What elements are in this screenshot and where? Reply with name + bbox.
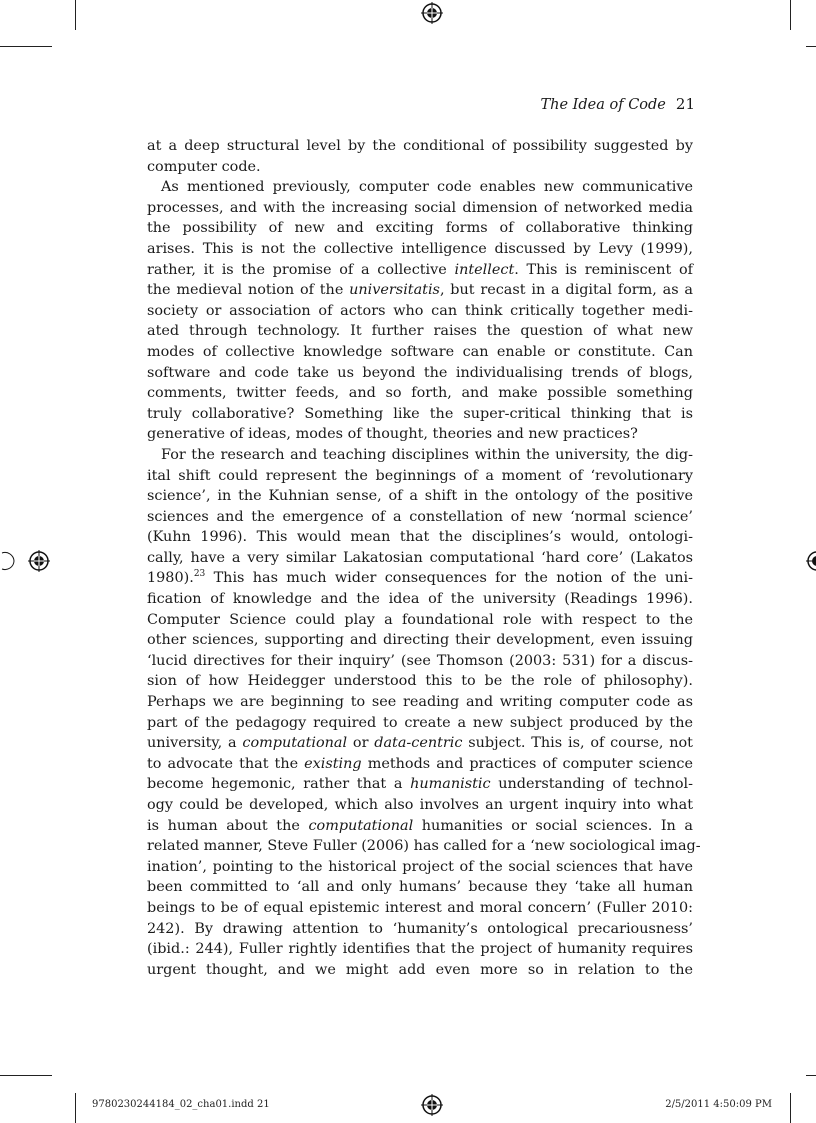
running-title: The Idea of Code xyxy=(540,97,666,113)
text-line: beings to be of equal epistemic interest and moral concern’ (Fuller 2010: xyxy=(147,899,693,916)
crop-mark-bottom-right xyxy=(790,1093,791,1123)
text-line: the possibility of new and exciting forms of collaborative thinking xyxy=(147,220,693,237)
text-line: rather, it is the promise of a collective intellect. This is reminiscent of xyxy=(147,261,693,278)
crop-mark-left-top xyxy=(0,46,52,47)
registration-mark-left-icon xyxy=(28,550,50,572)
registration-mark-right-partial-icon xyxy=(806,550,816,572)
text-line: For the research and teaching disciplines within the university, the dig- xyxy=(161,446,693,463)
text-line: urgent thought, and we might add even more so in relation to the xyxy=(147,961,693,978)
date-stamp: 2/5/2011 4:50:09 PM xyxy=(665,1099,772,1110)
text-line: processes, and with the increasing social dimension of networked media xyxy=(147,199,693,216)
crop-mark-right-top xyxy=(806,46,816,47)
body-text xyxy=(147,136,701,980)
text-line: other sciences, supporting and directing their development, even issuing xyxy=(147,632,693,649)
page-number: 21 xyxy=(675,95,695,113)
text-line: ated through technology. It further raises the question of what new xyxy=(147,323,693,340)
crop-mark-top-right xyxy=(790,0,791,30)
crop-mark-right-bottom xyxy=(806,1075,816,1076)
text-line: is human about the computational humanities or social sciences. In a xyxy=(147,817,694,834)
text-line: Computer Science could play a foundational role with respect to the xyxy=(147,611,693,628)
text-line: ination’, pointing to the historical project of the social sciences that have xyxy=(147,858,693,875)
text-line: sion of how Heidegger understood this to be the role of philosophy). xyxy=(147,673,693,690)
text-line: software and code take us beyond the individualising trends of blogs, xyxy=(147,364,693,381)
file-slug: 9780230244184_02_cha01.indd 21 xyxy=(92,1099,270,1110)
crop-mark-left-bottom xyxy=(0,1075,52,1076)
text-line: society or association of actors who can think critically together medi- xyxy=(147,302,693,319)
text-line: cally, have a very similar Lakatosian computational ‘hard core’ (Lakatos xyxy=(147,549,693,566)
text-line: computer code. xyxy=(147,158,261,175)
text-line: ogy could be developed, which also involves an urgent inquiry into what xyxy=(147,797,693,813)
registration-mark-left-partial-icon xyxy=(0,551,16,571)
text-line: related manner, Steve Fuller (2006) has called for a ‘new sociological imag- xyxy=(147,838,701,855)
text-line: science’, in the Kuhnian sense, of a shift in the ontology of the positive xyxy=(147,488,693,505)
registration-mark-bottom-icon xyxy=(421,1094,443,1116)
text-line: arises. This is not the collective intelligence discussed by Levy (1999), xyxy=(147,240,693,257)
text-line: 1980).$^{23}$ This has much wider consequences for the notion of the uni- xyxy=(147,569,693,587)
text-line: been committed to ‘all and only humans’ because they ‘take all human xyxy=(147,879,693,896)
running-header xyxy=(540,95,695,113)
text-line: Perhaps we are beginning to see reading and writing computer code as xyxy=(147,694,693,711)
text-line: become hegemonic, rather that a humanistic understanding of technol- xyxy=(147,776,693,793)
text-line: ital shift could represent the beginnings of a moment of ‘revolutionary xyxy=(147,467,693,484)
text-line: generative of ideas, modes of thought, theories and new practices? xyxy=(147,426,638,443)
text-line: ‘lucid directives for their inquiry’ (see Thomson (2003: 531) for a discus- xyxy=(147,652,693,669)
text-line: (Kuhn 1996). This would mean that the disciplines’s would, ontologi- xyxy=(147,529,693,546)
text-line: the medieval notion of the universitatis, but recast in a digital form, as a xyxy=(147,282,693,299)
text-line: comments, twitter feeds, and so forth, and make possible something xyxy=(147,385,693,402)
text-line: to advocate that the existing methods and practices of computer science xyxy=(147,755,693,772)
registration-mark-top-icon xyxy=(421,2,443,24)
text-line: (ibid.: 244), Fuller rightly identifies that the project of humanity requires xyxy=(147,941,693,958)
text-line: fication of knowledge and the idea of the university (Readings 1996). xyxy=(147,591,693,608)
text-line: 242). By drawing attention to ‘humanity’s ontological precariousness’ xyxy=(147,920,693,937)
crop-mark-bottom-left xyxy=(75,1093,76,1123)
text-line: part of the pedagogy required to create a new subject produced by the xyxy=(147,714,693,731)
text-line: university, a computational or data-centric subject. This is, of course, not xyxy=(147,735,693,752)
text-line: modes of collective knowledge software can enable or constitute. Can xyxy=(147,343,693,360)
text-line: As mentioned previously, computer code enables new communicative xyxy=(161,179,693,196)
crop-mark-top-left xyxy=(75,0,76,30)
text-line: at a deep structural level by the conditional of possibility suggested by xyxy=(147,138,693,154)
text-line: truly collaborative? Something like the super-critical thinking that is xyxy=(147,405,693,422)
text-line: sciences and the emergence of a constellation of new ‘normal science’ xyxy=(147,508,693,525)
